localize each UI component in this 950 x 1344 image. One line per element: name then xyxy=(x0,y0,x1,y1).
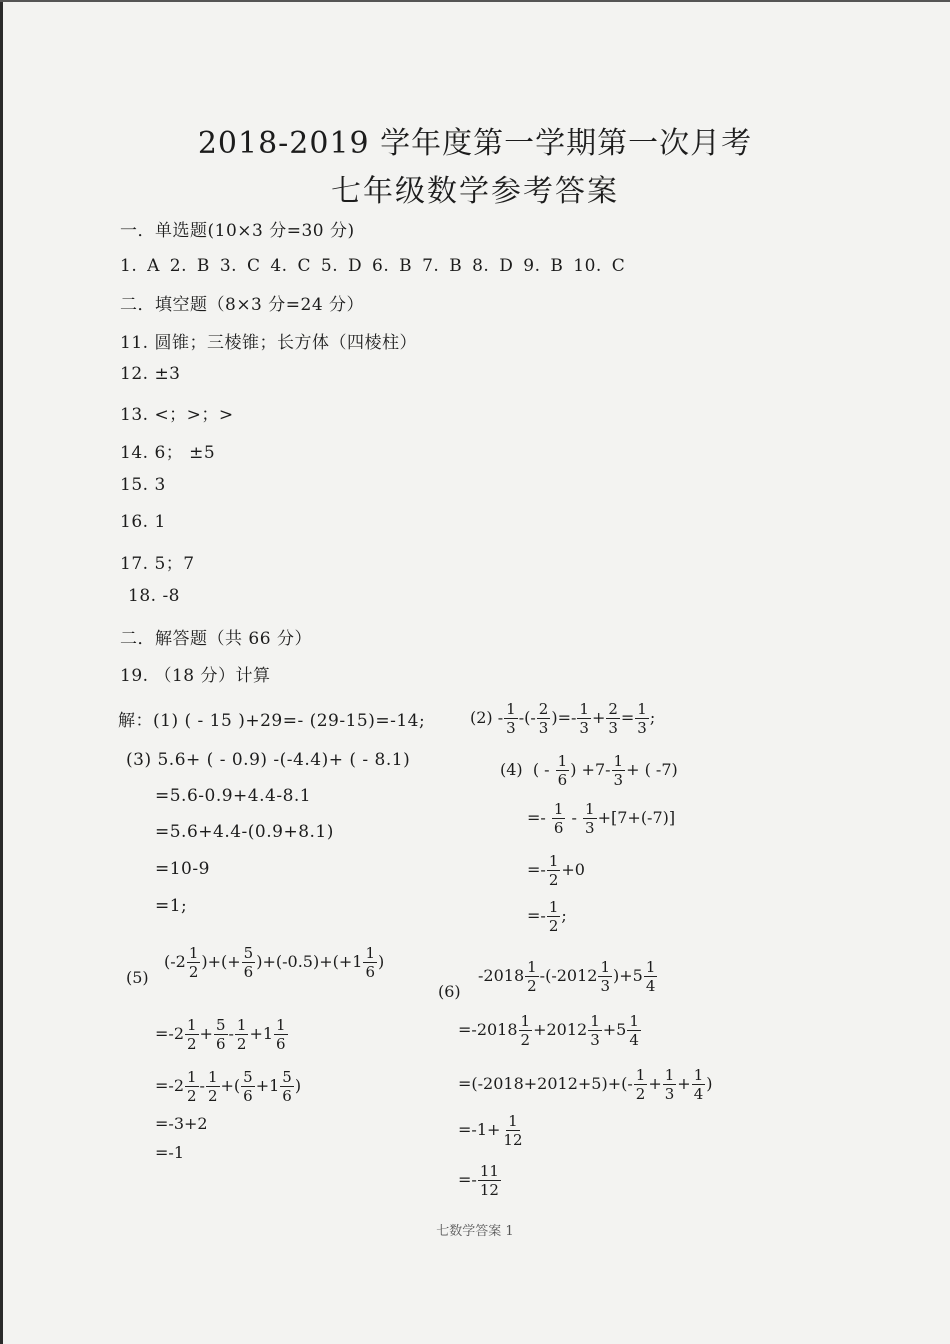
problem-3-line-5: =1; xyxy=(155,896,188,916)
problem-5-line-5: =-1 xyxy=(155,1143,184,1162)
scan-edge-top xyxy=(0,0,950,2)
question-19: 19. （18 分）计算 xyxy=(120,666,271,686)
problem-3-line-3: =5.6+4.4-(0.9+8.1) xyxy=(155,822,334,842)
problem-4-line-4: =- $\frac{1}{2}$ ; xyxy=(527,898,567,935)
problem-5-line-3: =-2 $\frac{1}{2}$ - $\frac{1}{2}$ +( $\frac{5}{6}$ +1 $\frac{5}{6}$ ) xyxy=(155,1068,302,1105)
answer-17: 17. 5；7 xyxy=(120,554,195,574)
problem-6-label: (6) xyxy=(438,982,461,1001)
choice-answers: 1. A 2. B 3. C 4. C 5. D 6. B 7. B 8. D 9. B 10. C xyxy=(120,256,626,276)
page-footer: 七数学答案 1 xyxy=(436,1224,514,1239)
problem-6-line-5: =- $\frac{11}{12}$ xyxy=(458,1162,499,1199)
problem-2-label: (2) xyxy=(470,708,493,727)
problem-4-line-3: =- $\frac{1}{2}$ +0 xyxy=(527,852,585,889)
section-heading-fill: 二．填空题（8×3 分=24 分） xyxy=(120,295,365,315)
problem-2: (2) - $\frac{1}{3}$ -(- $\frac{2}{3}$ )=- $\frac{1}{3}$ + $\frac{2}{3}$ = $\frac{1}{3}$ ; xyxy=(470,700,656,737)
problem-3-line-4: =10-9 xyxy=(155,859,210,879)
problem-4-line-1: (4) ( - $\frac{1}{6}$ ) +7- $\frac{1}{3}$ + ( -7) xyxy=(500,752,678,789)
problem-3-line-2: =5.6-0.9+4.4-8.1 xyxy=(155,786,312,806)
page-title: 2018-2019 学年度第一学期第一次月考 xyxy=(197,126,753,161)
answer-14: 14. 6； ±5 xyxy=(120,443,216,463)
problem-6-line-1: -2018 $\frac{1}{2}$ -(-2012 $\frac{1}{3}$ )+5 $\frac{1}{4}$ xyxy=(478,958,656,995)
answer-16: 16. 1 xyxy=(120,512,166,532)
problem-6-line-2: =-2018 $\frac{1}{2}$ +2012 $\frac{1}{3}$ +5 $\frac{1}{4}$ xyxy=(458,1012,639,1049)
answer-11: 11. 圆锥；三棱锥；长方体（四棱柱） xyxy=(120,333,417,353)
problem-6-line-4: =-1+ $\frac{1}{12}$ xyxy=(458,1112,523,1149)
problem-3-line-1: (3) 5.6+ ( - 0.9) -(-4.4)+ ( - 8.1) xyxy=(126,750,411,770)
answer-12: 12. ±3 xyxy=(120,364,181,384)
problem-6-line-3: =(-2018+2012+5)+(- $\frac{1}{2}$ + $\frac{1}{3}$ + $\frac{1}{4}$ ) xyxy=(458,1066,713,1103)
answer-18: 18. -8 xyxy=(128,586,180,606)
problem-1: 解：(1) ( - 15 )+29=- (29-15)=-14; xyxy=(118,711,426,731)
problem-5-label: (5) xyxy=(126,968,149,987)
problem-5-line-2: =-2 $\frac{1}{2}$ + $\frac{5}{6}$ - $\frac{1}{2}$ +1 $\frac{1}{6}$ xyxy=(155,1016,286,1053)
section-heading-choice: 一．单选题(10×3 分=30 分) xyxy=(120,221,355,241)
answer-13: 13. <；>；> xyxy=(120,405,234,425)
problem-5-line-4: =-3+2 xyxy=(155,1114,208,1133)
problem-4-line-2: =- $\frac{1}{6}$ - $\frac{1}{3}$ +[7+(-7)] xyxy=(527,800,676,837)
section-heading-solve: 二．解答题（共 66 分） xyxy=(120,629,312,649)
answer-15: 15. 3 xyxy=(120,475,166,495)
problem-5-line-1: (-2 $\frac{1}{2}$ )+(+ $\frac{5}{6}$ )+(-0.5)+(+1 $\frac{1}{6}$ ) xyxy=(164,944,385,981)
page-subtitle: 七年级数学参考答案 xyxy=(331,174,619,209)
problem-4-label: (4) xyxy=(500,760,523,779)
